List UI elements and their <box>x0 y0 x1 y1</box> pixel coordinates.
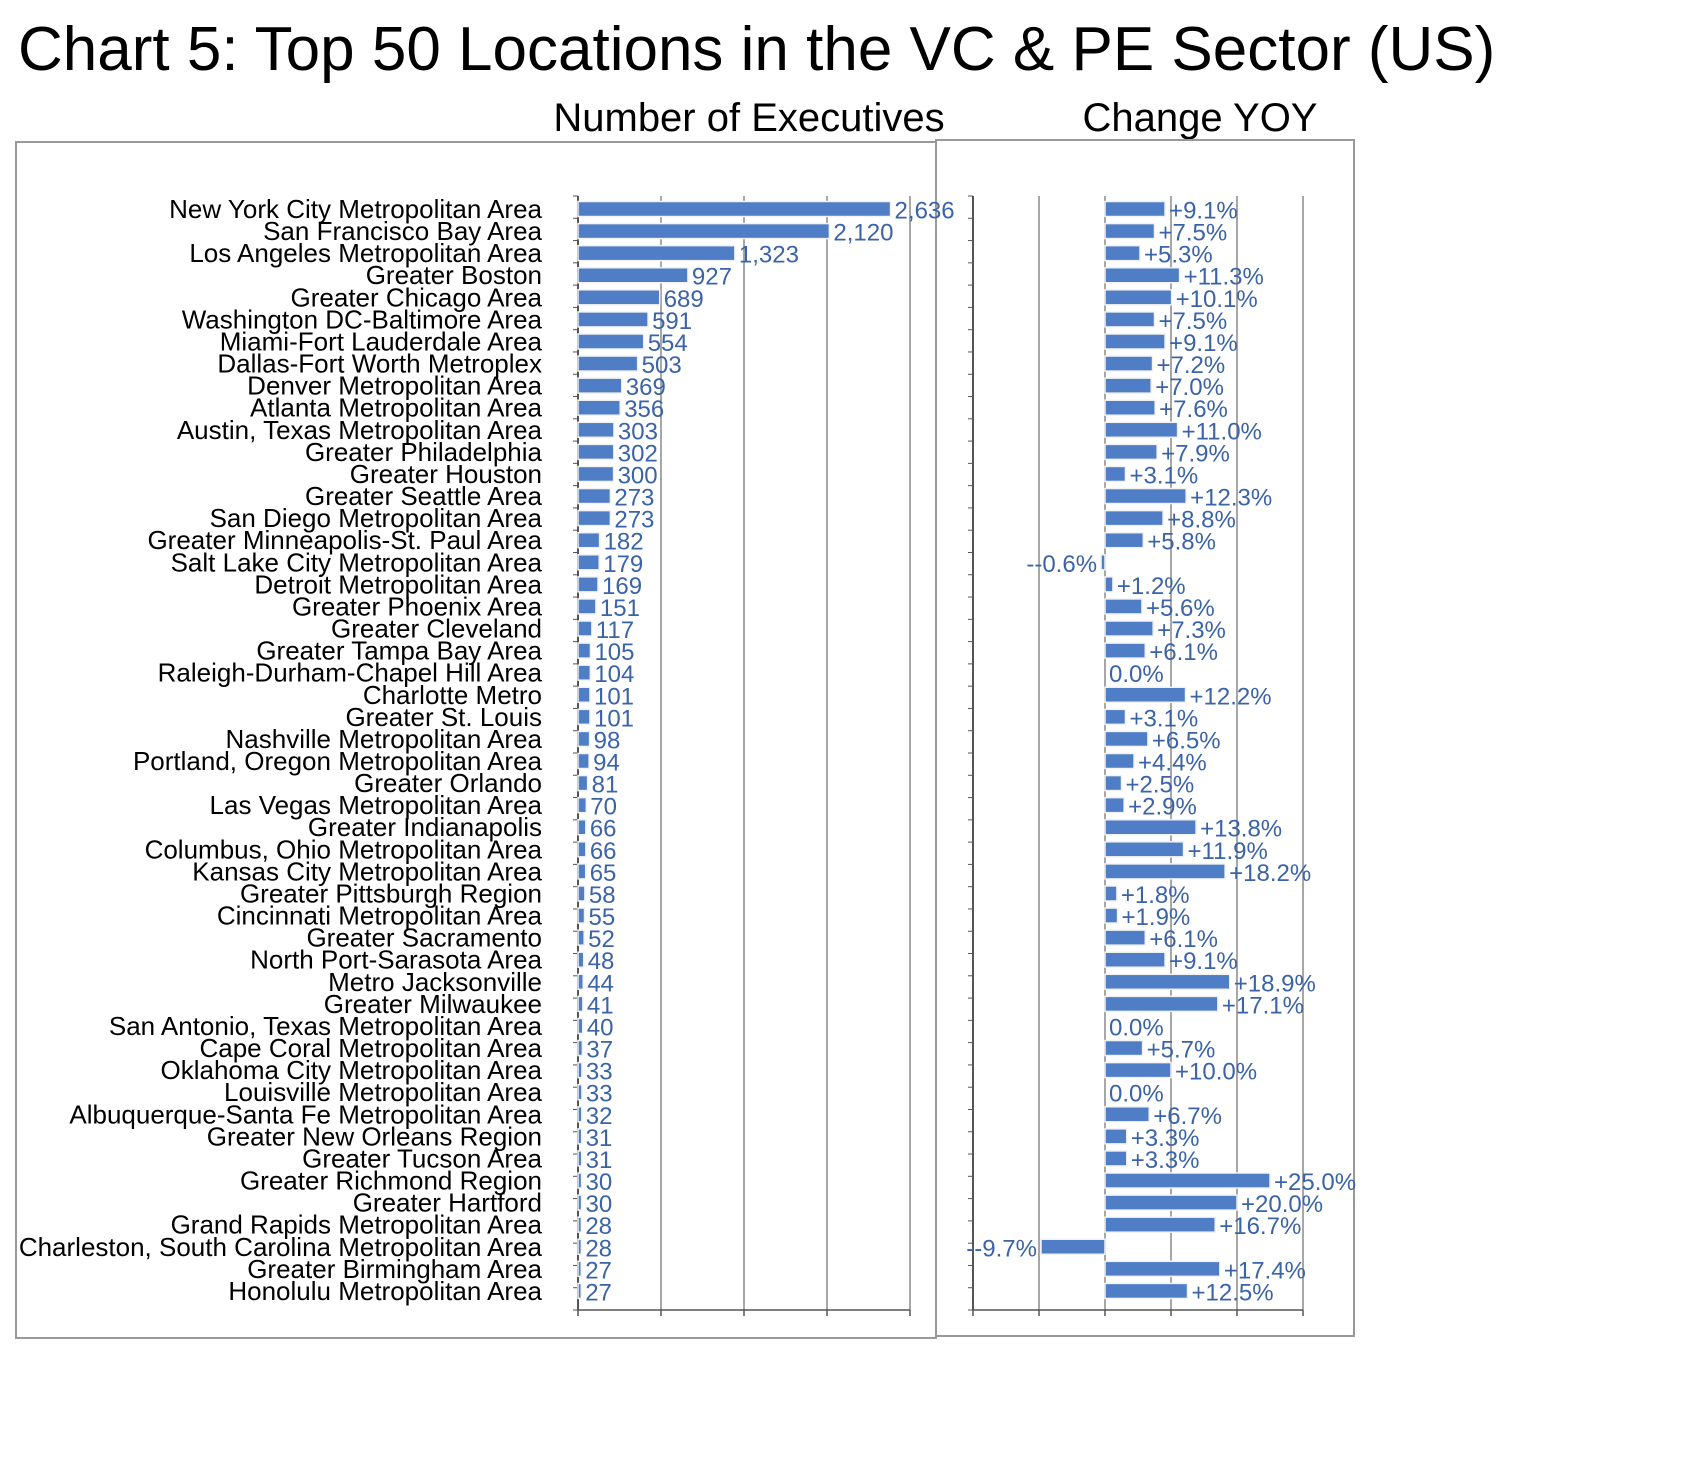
executives-value-label: 98 <box>593 727 621 755</box>
yoy-value-label: +2.5% <box>1125 771 1195 799</box>
executives-bar <box>578 466 614 481</box>
executives-value-label: 65 <box>589 859 617 887</box>
executives-bar <box>578 224 829 239</box>
yoy-bar <box>1105 290 1172 305</box>
category-label: North Port-Sarasota Area <box>250 944 542 975</box>
executives-value-label: 105 <box>594 639 635 667</box>
executives-value-label: 28 <box>585 1235 613 1263</box>
category-label: Washington DC-Baltimore Area <box>181 304 542 335</box>
category-label: Greater Minneapolis-St. Paul Area <box>147 525 542 556</box>
yoy-value-label: +6.7% <box>1153 1102 1222 1130</box>
executives-value-label: 66 <box>589 815 617 843</box>
yoy-bar <box>1105 400 1155 415</box>
executives-bar <box>578 776 588 791</box>
category-label: Atlanta Metropolitan Area <box>250 392 542 423</box>
executives-value-label: 33 <box>585 1058 613 1086</box>
yoy-bar <box>1105 1151 1127 1166</box>
executives-value-label: 32 <box>585 1102 613 1130</box>
executives-value-label: 927 <box>691 263 732 291</box>
executives-bar <box>578 1195 582 1210</box>
category-label: Greater Milwaukee <box>323 988 542 1019</box>
executives-value-label: 151 <box>599 594 640 622</box>
executives-bar <box>578 400 620 415</box>
executives-value-label: 169 <box>602 572 643 600</box>
executives-bar <box>578 533 600 548</box>
executives-bar <box>578 268 688 283</box>
executives-value-label: 273 <box>614 484 655 512</box>
yoy-value-label: +20.0% <box>1241 1191 1324 1219</box>
executives-value-label: 44 <box>587 970 614 998</box>
executives-bar <box>578 1018 583 1033</box>
yoy-bar <box>1105 864 1225 879</box>
yoy-value-label: +7.6% <box>1159 396 1228 424</box>
category-label: Charlotte Metro <box>362 679 542 710</box>
yoy-bar <box>1105 974 1230 989</box>
executives-bar <box>578 422 614 437</box>
category-label: New York City Metropolitan Area <box>169 194 542 224</box>
executives-bar <box>578 1151 582 1166</box>
yoy-bar <box>1105 334 1165 349</box>
executives-bar <box>578 1217 581 1232</box>
yoy-bar <box>1105 709 1125 724</box>
yoy-value-label: +12.2% <box>1189 683 1272 711</box>
category-label: Louisville Metropolitan Area <box>224 1077 542 1108</box>
category-label: Greater Phoenix Area <box>291 591 542 622</box>
executives-bar <box>578 1063 582 1078</box>
yoy-value-label: +12.3% <box>1190 484 1273 512</box>
executives-value-label: 48 <box>587 948 615 976</box>
executives-bar <box>578 1173 582 1188</box>
yoy-bar <box>1105 489 1186 504</box>
category-label: Greater Chicago Area <box>290 282 542 313</box>
executives-value-label: 27 <box>585 1257 612 1285</box>
yoy-bar <box>1105 422 1178 437</box>
executives-bar <box>578 290 660 305</box>
yoy-value-label: +6.1% <box>1149 926 1218 954</box>
executives-value-label: 30 <box>585 1169 613 1197</box>
executives-bar <box>578 1283 581 1298</box>
yoy-value-label: +2.9% <box>1128 793 1197 821</box>
executives-value-label: 40 <box>586 1014 614 1042</box>
yoy-bar <box>1105 908 1118 923</box>
executives-bar <box>578 754 589 769</box>
category-label: Greater Philadelphia <box>304 436 542 467</box>
executives-value-label: 179 <box>603 550 644 578</box>
executives-bar <box>578 1085 582 1100</box>
executives-value-label: 37 <box>586 1036 614 1064</box>
yoy-value-label: +16.7% <box>1219 1213 1302 1241</box>
category-label: Las Vegas Metropolitan Area <box>209 790 542 821</box>
category-label: Charleston, South Carolina Metropolitan Area <box>18 1231 542 1262</box>
yoy-value-label: 0.0% <box>1109 661 1164 689</box>
category-label: Greater Sacramento <box>306 922 542 953</box>
executives-value-label: 356 <box>624 396 665 424</box>
yoy-bar <box>1105 1063 1171 1078</box>
executives-bar <box>578 643 590 658</box>
category-label: Honolulu Metropolitan Area <box>228 1275 542 1306</box>
yoy-value-label: +3.1% <box>1129 705 1199 733</box>
executives-bar <box>578 665 590 680</box>
yoy-value-label: +1.9% <box>1121 904 1191 932</box>
yoy-value-label: +7.5% <box>1158 307 1228 335</box>
executives-value-label: 591 <box>652 307 693 335</box>
yoy-bar <box>1105 444 1157 459</box>
executives-bar <box>578 974 583 989</box>
executives-value-label: 31 <box>585 1124 613 1152</box>
yoy-value-label: +10.1% <box>1175 285 1258 313</box>
category-label: Greater New Orleans Region <box>206 1121 542 1152</box>
executives-bar <box>578 731 590 746</box>
category-label: Albuquerque-Santa Fe Metropolitan Area <box>69 1099 542 1130</box>
category-label: Los Angeles Metropolitan Area <box>189 238 542 269</box>
executives-bar <box>578 842 586 857</box>
yoy-value-label: +9.1% <box>1169 197 1238 225</box>
executives-bar <box>578 798 586 813</box>
executives-bar <box>578 334 644 349</box>
executives-value-label: 101 <box>593 683 635 711</box>
category-label: Austin, Texas Metropolitan Area <box>176 414 542 445</box>
executives-bar <box>578 709 590 724</box>
yoy-bar <box>1105 533 1143 548</box>
yoy-bar <box>1105 1041 1143 1056</box>
yoy-value-label: +5.6% <box>1145 594 1215 622</box>
category-label: Greater Richmond Region <box>239 1165 542 1196</box>
category-label: Miami-Fort Lauderdale Area <box>219 326 542 357</box>
category-label: Salt Lake City Metropolitan Area <box>170 547 542 578</box>
chart-title: Chart 5: Top 50 Locations in the VC & PE Sector (US) <box>18 15 1496 84</box>
yoy-bar <box>1105 466 1125 481</box>
category-label: Detroit Metropolitan Area <box>254 569 542 600</box>
category-label: San Antonio, Texas Metropolitan Area <box>108 1010 542 1041</box>
category-label: Denver Metropolitan Area <box>247 370 542 401</box>
category-label: San Diego Metropolitan Area <box>209 503 542 534</box>
yoy-value-label: 0.0% <box>1109 1014 1164 1042</box>
yoy-value-label: +11.9% <box>1187 837 1268 865</box>
executives-bar <box>578 599 596 614</box>
yoy-bar <box>1105 246 1140 261</box>
executives-bar <box>578 864 586 879</box>
category-label: Greater Seattle Area <box>304 481 542 512</box>
executives-value-label: 273 <box>614 506 655 534</box>
yoy-value-label: +18.9% <box>1233 970 1316 998</box>
yoy-bar <box>1105 687 1186 702</box>
executives-bar <box>578 378 622 393</box>
executives-bar <box>578 1107 582 1122</box>
executives-bar <box>578 1041 582 1056</box>
category-label: Greater Birmingham Area <box>247 1253 542 1284</box>
yoy-value-label: +25.0% <box>1274 1169 1357 1197</box>
yoy-bar <box>1105 1217 1215 1232</box>
yoy-panel-title: Change YOY <box>1082 96 1318 140</box>
category-label: Greater Houston <box>349 458 542 489</box>
executives-bar <box>578 996 583 1011</box>
executives-value-label: 300 <box>617 462 658 490</box>
yoy-value-label: +3.3% <box>1130 1124 1200 1152</box>
yoy-value-label: +1.8% <box>1120 881 1190 909</box>
yoy-bar <box>1105 356 1153 371</box>
label-layer <box>19 194 1356 1306</box>
executives-bar <box>578 621 592 636</box>
yoy-bar <box>1105 1283 1188 1298</box>
executives-value-label: 52 <box>588 926 615 954</box>
executives-value-label: 55 <box>588 904 616 932</box>
yoy-value-label: +18.2% <box>1229 859 1312 887</box>
executives-value-label: 28 <box>585 1213 613 1241</box>
executives-bar <box>578 202 891 217</box>
yoy-bar <box>1105 224 1155 239</box>
executives-value-label: 303 <box>617 418 658 446</box>
category-label: Oklahoma City Metropolitan Area <box>160 1055 542 1086</box>
yoy-bar <box>1105 1173 1270 1188</box>
executives-bar <box>578 930 584 945</box>
category-label: Nashville Metropolitan Area <box>225 723 542 754</box>
yoy-value-label: +3.1% <box>1129 462 1199 490</box>
executives-value-label: 182 <box>603 528 644 556</box>
executives-value-label: 94 <box>593 749 620 777</box>
category-label: Dallas-Fort Worth Metroplex <box>217 348 542 379</box>
yoy-value-label: +5.7% <box>1146 1036 1216 1064</box>
yoy-bar <box>1105 930 1145 945</box>
category-label: Greater Boston <box>365 260 542 291</box>
yoy-bar <box>1105 1107 1149 1122</box>
yoy-value-label: +5.8% <box>1147 528 1216 556</box>
yoy-bar <box>1105 599 1142 614</box>
yoy-bar <box>1105 268 1180 283</box>
category-label: Portland, Oregon Metropolitan Area <box>132 746 542 776</box>
category-label: Greater Pittsburgh Region <box>239 878 542 909</box>
yoy-value-label: +7.2% <box>1156 352 1226 380</box>
executives-value-label: 41 <box>586 992 614 1020</box>
executives-bar <box>578 952 584 967</box>
executives-panel-title: Number of Executives <box>553 96 945 140</box>
yoy-value-label: +1.2% <box>1116 572 1186 600</box>
yoy-value-label: +17.1% <box>1221 992 1304 1020</box>
executives-bar <box>578 908 585 923</box>
category-label: Cincinnati Metropolitan Area <box>216 900 542 931</box>
executives-bar <box>578 687 590 702</box>
yoy-bar <box>1105 754 1134 769</box>
yoy-bar <box>1041 1239 1105 1254</box>
yoy-bar <box>1105 842 1184 857</box>
yoy-value-label: +6.5% <box>1151 727 1221 755</box>
yoy-bar <box>1101 555 1105 570</box>
yoy-value-label: +3.3% <box>1130 1146 1200 1174</box>
executives-value-label: 302 <box>617 440 658 468</box>
yoy-bar <box>1105 1261 1220 1276</box>
executives-bar <box>578 1261 581 1276</box>
yoy-bar <box>1105 643 1145 658</box>
executives-bar <box>578 820 586 835</box>
yoy-bar <box>1105 996 1218 1011</box>
yoy-value-label: +13.8% <box>1200 815 1283 843</box>
yoy-value-label: +7.5% <box>1158 219 1228 247</box>
yoy-value-label: --0.6% <box>1026 550 1098 578</box>
executives-value-label: 503 <box>641 352 682 380</box>
category-label: Metro Jacksonville <box>328 966 542 997</box>
yoy-bar <box>1105 886 1117 901</box>
executives-value-label: 81 <box>591 771 619 799</box>
executives-bar <box>578 511 610 526</box>
category-label: Greater Tampa Bay Area <box>256 635 542 666</box>
executives-value-label: 369 <box>625 374 666 402</box>
executives-bar <box>578 1129 582 1144</box>
category-label: Columbus, Ohio Metropolitan Area <box>144 834 542 865</box>
executives-value-label: 30 <box>585 1191 613 1219</box>
yoy-value-label: +7.9% <box>1161 440 1230 468</box>
category-label: Greater Hartford <box>352 1187 542 1218</box>
yoy-value-label: +9.1% <box>1169 948 1238 976</box>
yoy-value-label: +8.8% <box>1167 506 1236 534</box>
executives-bar <box>578 577 598 592</box>
yoy-bar <box>1105 202 1165 217</box>
executives-bar <box>578 1239 581 1254</box>
yoy-bar <box>1105 798 1124 813</box>
category-label: Grand Rapids Metropolitan Area <box>170 1209 542 1240</box>
yoy-value-label: +4.4% <box>1138 749 1207 777</box>
yoy-value-label: 0.0% <box>1109 1080 1164 1108</box>
yoy-value-label: --9.7% <box>966 1235 1037 1263</box>
yoy-bar <box>1105 820 1196 835</box>
executives-bar <box>578 886 585 901</box>
yoy-value-label: +6.1% <box>1149 639 1218 667</box>
executives-bar <box>578 555 599 570</box>
executives-value-label: 31 <box>585 1146 613 1174</box>
executives-value-label: 70 <box>590 793 618 821</box>
yoy-value-label: +17.4% <box>1223 1257 1306 1285</box>
executives-bar <box>578 444 614 459</box>
yoy-value-label: +11.0% <box>1181 418 1262 446</box>
executives-value-label: 58 <box>588 881 616 909</box>
yoy-value-label: +9.1% <box>1169 329 1238 357</box>
executives-value-label: 101 <box>593 705 635 733</box>
yoy-value-label: +7.3% <box>1157 617 1226 645</box>
executives-value-label: 27 <box>585 1279 612 1307</box>
category-label: Greater Tucson Area <box>302 1143 542 1174</box>
yoy-bar <box>1105 952 1165 967</box>
category-label: Greater Cleveland <box>331 613 542 644</box>
yoy-bar <box>1105 621 1153 636</box>
executives-value-label: 104 <box>594 661 635 689</box>
executives-bar <box>578 356 638 371</box>
category-label: Greater Orlando <box>354 768 542 799</box>
yoy-value-label: +11.3% <box>1183 263 1264 291</box>
yoy-value-label: +5.3% <box>1143 241 1213 269</box>
yoy-value-label: +7.0% <box>1155 374 1224 402</box>
executives-value-label: 2,120 <box>833 219 894 247</box>
category-label: Cape Coral Metropolitan Area <box>199 1033 542 1064</box>
category-label: Kansas City Metropolitan Area <box>192 856 542 887</box>
executives-value-label: 2,636 <box>894 197 955 225</box>
yoy-bar <box>1105 1129 1127 1144</box>
executives-bar <box>578 312 648 327</box>
yoy-bar <box>1105 731 1148 746</box>
executives-value-label: 1,323 <box>738 241 799 269</box>
yoy-bar <box>1105 378 1151 393</box>
executives-value-label: 33 <box>585 1080 613 1108</box>
executives-bar <box>578 246 735 261</box>
executives-value-label: 554 <box>647 329 688 357</box>
executives-bar <box>578 489 610 504</box>
yoy-bar <box>1105 776 1122 791</box>
category-label: Greater Indianapolis <box>307 812 542 843</box>
yoy-bar <box>1105 1195 1237 1210</box>
yoy-bar <box>1105 577 1113 592</box>
executives-value-label: 689 <box>663 285 704 313</box>
yoy-value-label: +10.0% <box>1175 1058 1258 1086</box>
executives-value-label: 117 <box>595 617 635 645</box>
category-label: Greater St. Louis <box>345 701 542 732</box>
yoy-bar <box>1105 511 1163 526</box>
category-label: San Francisco Bay Area <box>263 216 542 247</box>
category-label: Raleigh-Durham-Chapel Hill Area <box>157 657 542 688</box>
executives-value-label: 66 <box>589 837 617 865</box>
yoy-value-label: +12.5% <box>1191 1279 1274 1307</box>
yoy-bar <box>1105 312 1155 327</box>
